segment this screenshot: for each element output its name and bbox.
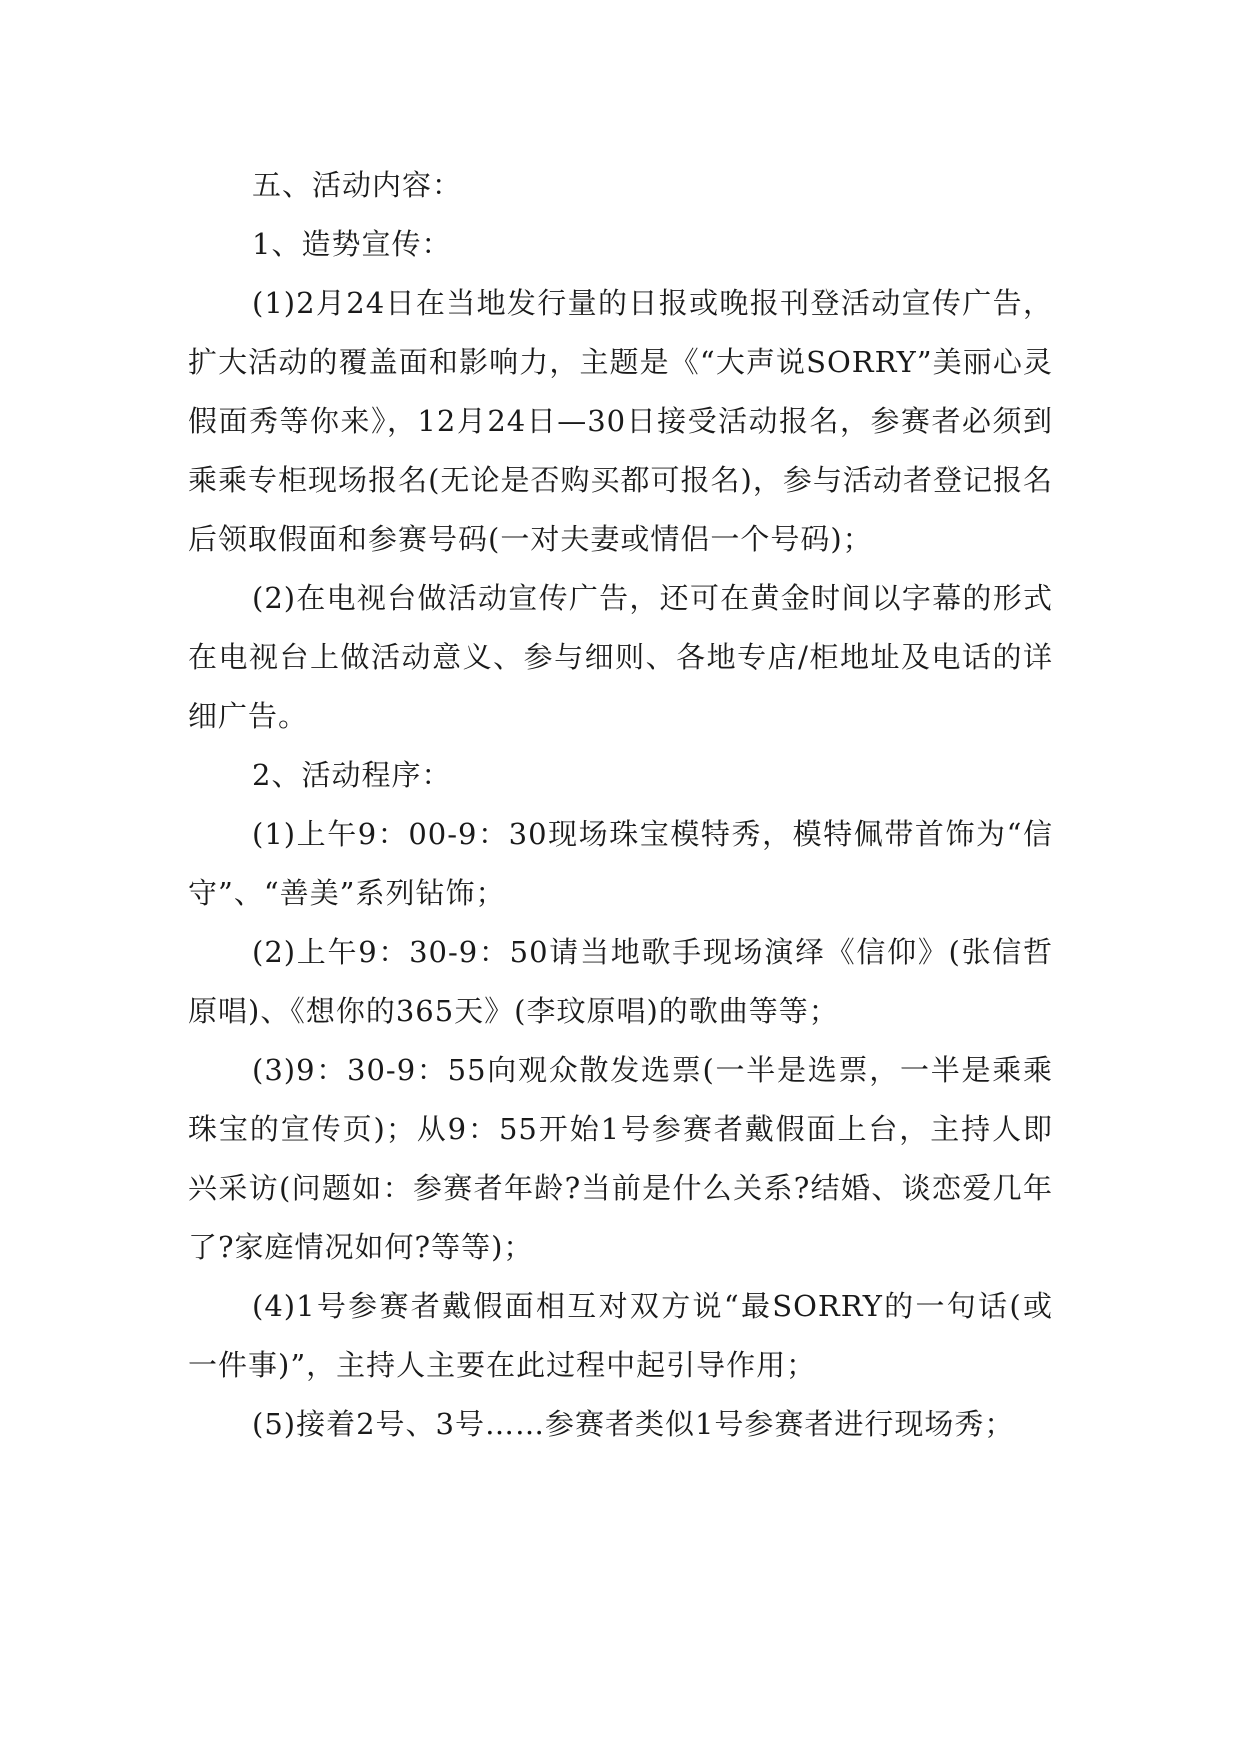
paragraph-newspaper-ad: (1)2月24日在当地发行量的日报或晚报刊登活动宣传广告，扩大活动的覆盖面和影响力，主题是《“大声说SORRY”美丽心灵假面秀等你来》，12月24日—30日接受活动报名，参赛者必须到乘乘专柜现场报名(无论是否购买都可报名)，参与活动者登记报名后领取假面和参赛号码(一对夫妻或情侣一个号码)； (188, 286, 1053, 556)
paragraph-sorry-speech: (4)1号参赛者戴假面相互对双方说“最SORRY的一句话(或一件事)”，主持人主要在此过程中起引导作用； (188, 1289, 1053, 1382)
paragraph-next-contestants: (5)接着2号、3号……参赛者类似1号参赛者进行现场秀； (252, 1407, 1015, 1441)
paragraph-ballots-interview: (3)9：30-9：55向观众散发选票(一半是选票，一半是乘乘珠宝的宣传页)；从9：55开始1号参赛者戴假面上台，主持人即兴采访(问题如：参赛者年龄?当前是什么关系?结婚、谈恋爱几年了?家庭情况如何?等等)； (188, 1053, 1053, 1264)
subheading-program: 2、活动程序： (252, 758, 452, 792)
paragraph-model-show: (1)上午9：00-9：30现场珠宝模特秀，模特佩带首饰为“信守”、“善美”系列钻饰； (188, 817, 1053, 910)
paragraph-singer: (2)上午9：30-9：50请当地歌手现场演绎《信仰》(张信哲原唱)、《想你的365天》(李玟原唱)的歌曲等等； (188, 935, 1053, 1028)
paragraph-tv-ad: (2)在电视台做活动宣传广告，还可在黄金时间以字幕的形式在电视台上做活动意义、参与细则、各地专店/柜地址及电话的详细广告。 (188, 581, 1053, 733)
document-page (188, 156, 1053, 1454)
subheading-promotion: 1、造势宣传： (252, 227, 452, 261)
section-heading-activity-content: 五、活动内容： (252, 168, 463, 202)
